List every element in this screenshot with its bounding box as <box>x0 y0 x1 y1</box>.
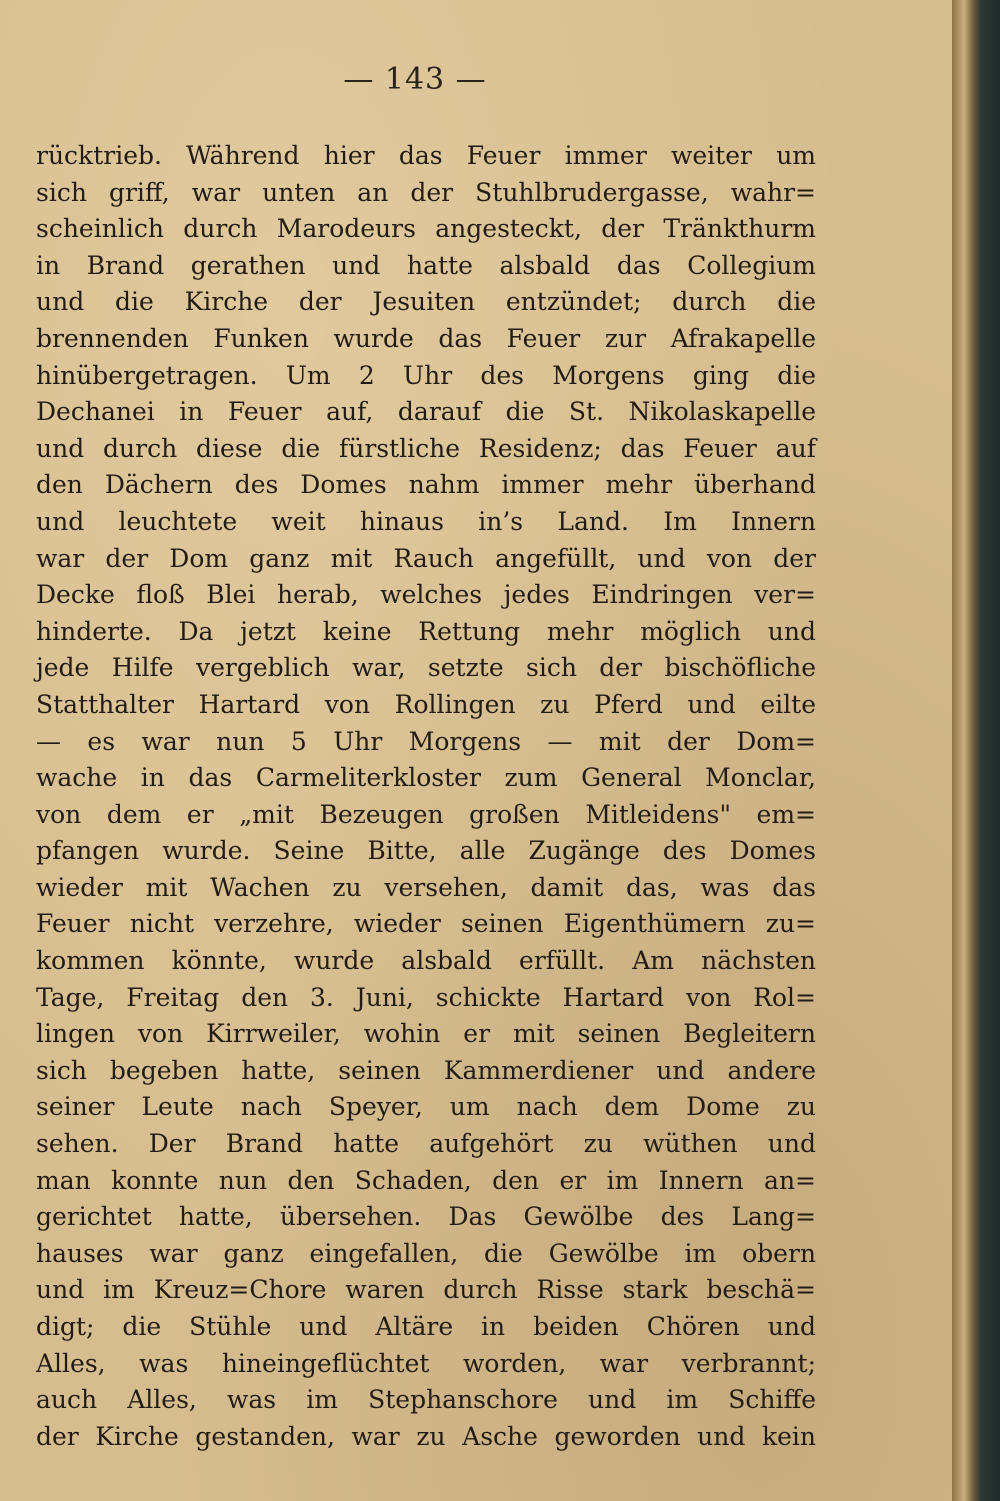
book-binding <box>952 0 1000 1501</box>
text-line: in Brand gerathen und hatte alsbald das Collegium <box>36 250 816 280</box>
text-line: pfangen wurde. Seine Bitte, alle Zugänge des Domes <box>36 836 816 866</box>
text-line: den Dächern des Domes nahm immer mehr überhand <box>36 470 816 500</box>
text-line: scheinlich durch Marodeurs angesteckt, der Tränkthurm <box>36 214 816 244</box>
text-line: seiner Leute nach Speyer, um nach dem Dome zu <box>36 1092 816 1122</box>
text-line: sich griff, war unten an der Stuhlbrudergasse, wahr= <box>36 177 816 207</box>
text-line: von dem er „mit Bezeugen großen Mitleidens" em= <box>36 799 816 829</box>
text-line: gerichtet hatte, übersehen. Das Gewölbe des Lang= <box>36 1202 816 1232</box>
text-line: wieder mit Wachen zu versehen, damit das, was das <box>36 872 816 902</box>
text-line: hauses war ganz eingefallen, die Gewölbe im obern <box>36 1238 816 1268</box>
text-line: auch Alles, was im Stephanschore und im Schiffe <box>36 1385 816 1415</box>
text-line: Alles, was hineingeflüchtet worden, war verbrannt; <box>36 1348 816 1378</box>
text-line: — es war nun 5 Uhr Morgens — mit der Dom= <box>36 726 816 756</box>
text-line: war der Dom ganz mit Rauch angefüllt, und von der <box>36 543 816 573</box>
text-line: digt; die Stühle und Altäre in beiden Chören und <box>36 1312 816 1341</box>
text-line: lingen von Kirrweiler, wohin er mit seinen Begleitern <box>36 1019 816 1049</box>
text-line: und im Kreuz=Chore waren durch Risse stark beschä= <box>36 1275 816 1305</box>
text-line: brennenden Funken wurde das Feuer zur Afrakapelle <box>36 323 816 353</box>
text-line: rücktrieb. Während hier das Feuer immer weiter um <box>36 141 816 170</box>
text-line: sich begeben hatte, seinen Kammerdiener und andere <box>36 1055 816 1085</box>
text-line: Statthalter Hartard von Rollingen zu Pferd und eilte <box>36 689 816 719</box>
text-line: wache in das Carmeliterkloster zum General Monclar, <box>36 763 816 793</box>
text-line: und durch diese die fürstliche Residenz; das Feuer auf <box>36 433 816 463</box>
text-line: hinübergetragen. Um 2 Uhr des Morgens ging die <box>36 360 816 390</box>
text-line: kommen könnte, wurde alsbald erfüllt. Am nächsten <box>36 946 816 976</box>
text-line: man konnte nun den Schaden, den er im Innern an= <box>36 1165 816 1195</box>
body-text <box>36 138 816 1455</box>
text-line: und leuchtete weit hinaus in’s Land. Im Innern <box>36 506 816 536</box>
text-line: jede Hilfe vergeblich war, setzte sich der bischöfliche <box>36 653 816 683</box>
text-line: Feuer nicht verzehre, wieder seinen Eigenthümern zu= <box>36 909 816 939</box>
text-line: Decke floß Blei herab, welches jedes Eindringen ver= <box>36 580 816 610</box>
text-line: sehen. Der Brand hatte aufgehört zu wüthen und <box>36 1129 816 1159</box>
text-line: Tage, Freitag den 3. Juni, schickte Hartard von Rol= <box>36 982 816 1012</box>
text-line: der Kirche gestanden, war zu Asche geworden und kein <box>36 1421 816 1451</box>
text-line: Dechanei in Feuer auf, darauf die St. Nikolaskapelle <box>36 397 816 427</box>
page-number: — 143 — <box>343 62 487 97</box>
text-line: hinderte. Da jetzt keine Rettung mehr möglich und <box>36 616 816 646</box>
text-line: und die Kirche der Jesuiten entzündet; durch die <box>36 287 816 317</box>
